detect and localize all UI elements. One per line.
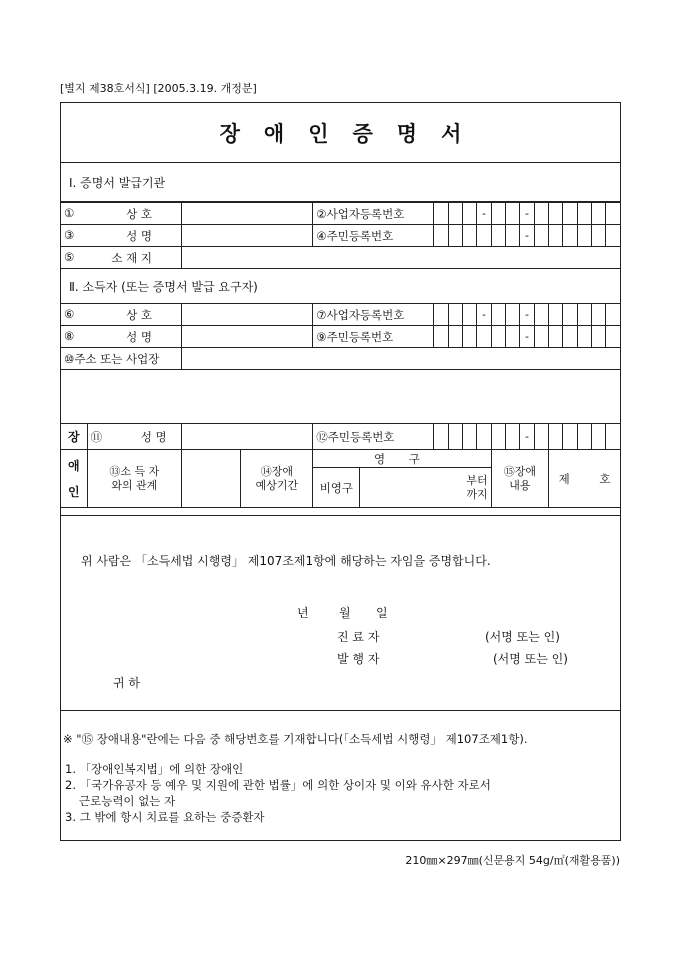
rrn-digit[interactable] <box>549 326 563 348</box>
business-name-label: ⑥ 상 호 <box>61 304 182 326</box>
doctor-signature[interactable]: (서명 또는 인) <box>485 630 560 644</box>
disabled-name-field[interactable] <box>182 424 313 450</box>
recipient-table <box>60 303 621 370</box>
addressee-label: 귀 하 <box>113 676 140 690</box>
rrn-digit[interactable] <box>491 424 505 450</box>
rrn-digit[interactable] <box>577 424 591 450</box>
recipient-name-row <box>61 326 621 348</box>
name-field[interactable] <box>182 326 313 348</box>
relationship-field[interactable] <box>182 450 241 508</box>
case-number-label: 제 호 <box>549 450 621 508</box>
issuer-label: 발 행 자 <box>337 652 380 666</box>
rrn-digit[interactable] <box>577 326 591 348</box>
rrn-digit[interactable] <box>448 225 462 247</box>
relationship-label: ⑬소 득 자 와의 관계 <box>87 450 181 508</box>
reg-digit[interactable] <box>463 304 477 326</box>
rrn-digit[interactable] <box>477 225 491 247</box>
disabled-resident-no-label: ⑫주민등록번호 <box>313 424 434 450</box>
name-label: ⑧ 성 명 <box>61 326 182 348</box>
rrn-dash: - <box>520 424 534 450</box>
name-label: ③ 성 명 <box>61 225 182 247</box>
reg-digit[interactable] <box>506 203 520 225</box>
side-label-1: 장 <box>61 424 88 450</box>
rrn-digit[interactable] <box>534 424 548 450</box>
reg-digit[interactable] <box>606 203 621 225</box>
from-label: 부터 <box>466 473 488 487</box>
rrn-digit[interactable] <box>534 326 548 348</box>
recipient-address-row <box>61 348 621 370</box>
disabled-name-row <box>61 424 621 450</box>
until-label: 까지 <box>466 487 488 501</box>
reg-digit[interactable] <box>577 203 591 225</box>
section-2-title: Ⅱ. 소득자 (또는 증명서 발급 요구자) <box>69 279 258 294</box>
reg-digit[interactable] <box>463 203 477 225</box>
resident-no-label: ④주민등록번호 <box>313 225 434 247</box>
form-number-note: [별지 제38호서식] [2005.3.19. 개정분] <box>60 82 257 95</box>
name-field[interactable] <box>182 225 313 247</box>
note-item-2-cont: 근로능력이 없는 자 <box>79 794 176 808</box>
period-range-field[interactable] <box>360 468 491 508</box>
reg-digit[interactable] <box>434 304 448 326</box>
rrn-digit[interactable] <box>434 424 448 450</box>
rrn-digit[interactable] <box>434 326 448 348</box>
rrn-digit[interactable] <box>549 424 563 450</box>
rrn-digit[interactable] <box>592 326 606 348</box>
rrn-digit[interactable] <box>448 424 462 450</box>
rrn-digit[interactable] <box>477 326 491 348</box>
reg-digit[interactable] <box>448 304 462 326</box>
reg-dash: - <box>520 203 534 225</box>
address-label: ⑩주소 또는 사업장 <box>61 348 182 370</box>
disabled-person-table <box>60 423 621 508</box>
certify-statement: 위 사람은 「소득세법 시행령」 제107조제1항에 해당하는 자임을 증명합니다. <box>81 554 491 568</box>
rrn-digit[interactable] <box>491 326 505 348</box>
reg-digit[interactable] <box>434 203 448 225</box>
notes-intro: ※ "⑮ 장애내용"란에는 다음 중 해당번호를 기재합니다(「소득세법 시행령」 제107조제1항). <box>63 732 528 746</box>
reg-dash: - <box>520 304 534 326</box>
note-item-2: 2. 「국가유공자 등 예우 및 지원에 관한 법률」에 의한 상이자 및 이와 유사한 자로서 <box>65 778 491 792</box>
reg-digit[interactable] <box>448 203 462 225</box>
reg-digit[interactable] <box>491 304 505 326</box>
issuer-signature[interactable]: (서명 또는 인) <box>493 652 568 666</box>
rrn-digit[interactable] <box>434 225 448 247</box>
reg-digit[interactable] <box>577 304 591 326</box>
disabled-name-label: ⑪ 성 명 <box>87 424 181 450</box>
date-day: 일 <box>376 606 388 620</box>
reg-digit[interactable] <box>534 203 548 225</box>
rrn-digit[interactable] <box>592 225 606 247</box>
side-label-2-3: 애 인 <box>61 450 88 508</box>
rrn-digit[interactable] <box>592 424 606 450</box>
certificate-form <box>60 102 621 841</box>
business-name-field[interactable] <box>182 304 313 326</box>
business-reg-no-label: ②사업자등록번호 <box>313 203 434 225</box>
reg-digit[interactable] <box>506 304 520 326</box>
section-1-title: Ⅰ. 증명서 발급기관 <box>69 175 166 190</box>
date-month: 월 <box>339 606 351 620</box>
reg-dash: - <box>477 203 491 225</box>
rrn-dash: - <box>520 326 534 348</box>
form-title: 장애인증명서 <box>61 103 620 163</box>
reg-dash: - <box>477 304 491 326</box>
rrn-digit[interactable] <box>606 326 621 348</box>
reg-digit[interactable] <box>592 304 606 326</box>
issuer-name-row <box>61 225 621 247</box>
certification-area <box>61 515 620 711</box>
business-name-label: ① 상 호 <box>61 203 182 225</box>
address-label: ⑤ 소 재 지 <box>61 247 182 269</box>
reg-digit[interactable] <box>549 203 563 225</box>
issuer-table <box>60 202 621 269</box>
rrn-digit[interactable] <box>563 225 577 247</box>
non-permanent-label: 비영구 <box>313 468 360 508</box>
issuer-business-name-row <box>61 203 621 225</box>
address-field[interactable] <box>182 348 621 370</box>
expected-period-label: ⑭장애 예상기간 <box>241 450 313 508</box>
section-1-heading <box>61 163 620 202</box>
rrn-digit[interactable] <box>563 326 577 348</box>
disability-content-label: ⑮장애 내용 <box>491 450 548 508</box>
reg-digit[interactable] <box>592 203 606 225</box>
reg-digit[interactable] <box>549 304 563 326</box>
business-reg-no-label: ⑦사업자등록번호 <box>313 304 434 326</box>
paper-spec-footer: 210㎜×297㎜(신문용지 54g/㎡(재활용품)) <box>405 854 620 867</box>
rrn-digit[interactable] <box>534 225 548 247</box>
rrn-digit[interactable] <box>491 225 505 247</box>
permanent-header: 영 구 <box>313 450 491 468</box>
rrn-digit[interactable] <box>563 424 577 450</box>
reg-digit[interactable] <box>534 304 548 326</box>
address-field[interactable] <box>182 247 621 269</box>
rrn-digit[interactable] <box>462 424 476 450</box>
note-item-3: 3. 그 밖에 항시 치료를 요하는 중증환자 <box>65 810 265 824</box>
rrn-dash: - <box>520 225 534 247</box>
rrn-digit[interactable] <box>606 424 621 450</box>
rrn-digit[interactable] <box>463 326 477 348</box>
rrn-digit[interactable] <box>506 424 520 450</box>
disabled-detail-header-row <box>61 450 621 468</box>
reg-digit[interactable] <box>606 304 621 326</box>
resident-no-label: ⑨주민등록번호 <box>313 326 434 348</box>
rrn-digit[interactable] <box>549 225 563 247</box>
business-name-field[interactable] <box>182 203 313 225</box>
reg-digit[interactable] <box>563 304 577 326</box>
reg-digit[interactable] <box>491 203 505 225</box>
rrn-digit[interactable] <box>606 225 621 247</box>
date-year: 년 <box>297 606 309 620</box>
note-item-1: 1. 「장애인복지법」에 의한 장애인 <box>65 762 244 776</box>
issuer-address-row <box>61 247 621 269</box>
rrn-digit[interactable] <box>448 326 462 348</box>
rrn-digit[interactable] <box>577 225 591 247</box>
rrn-digit[interactable] <box>506 326 520 348</box>
recipient-business-name-row <box>61 304 621 326</box>
rrn-digit[interactable] <box>477 424 491 450</box>
section-2-heading <box>61 269 620 303</box>
rrn-digit[interactable] <box>506 225 520 247</box>
rrn-digit[interactable] <box>463 225 477 247</box>
reg-digit[interactable] <box>563 203 577 225</box>
doctor-label: 진 료 자 <box>337 630 380 644</box>
